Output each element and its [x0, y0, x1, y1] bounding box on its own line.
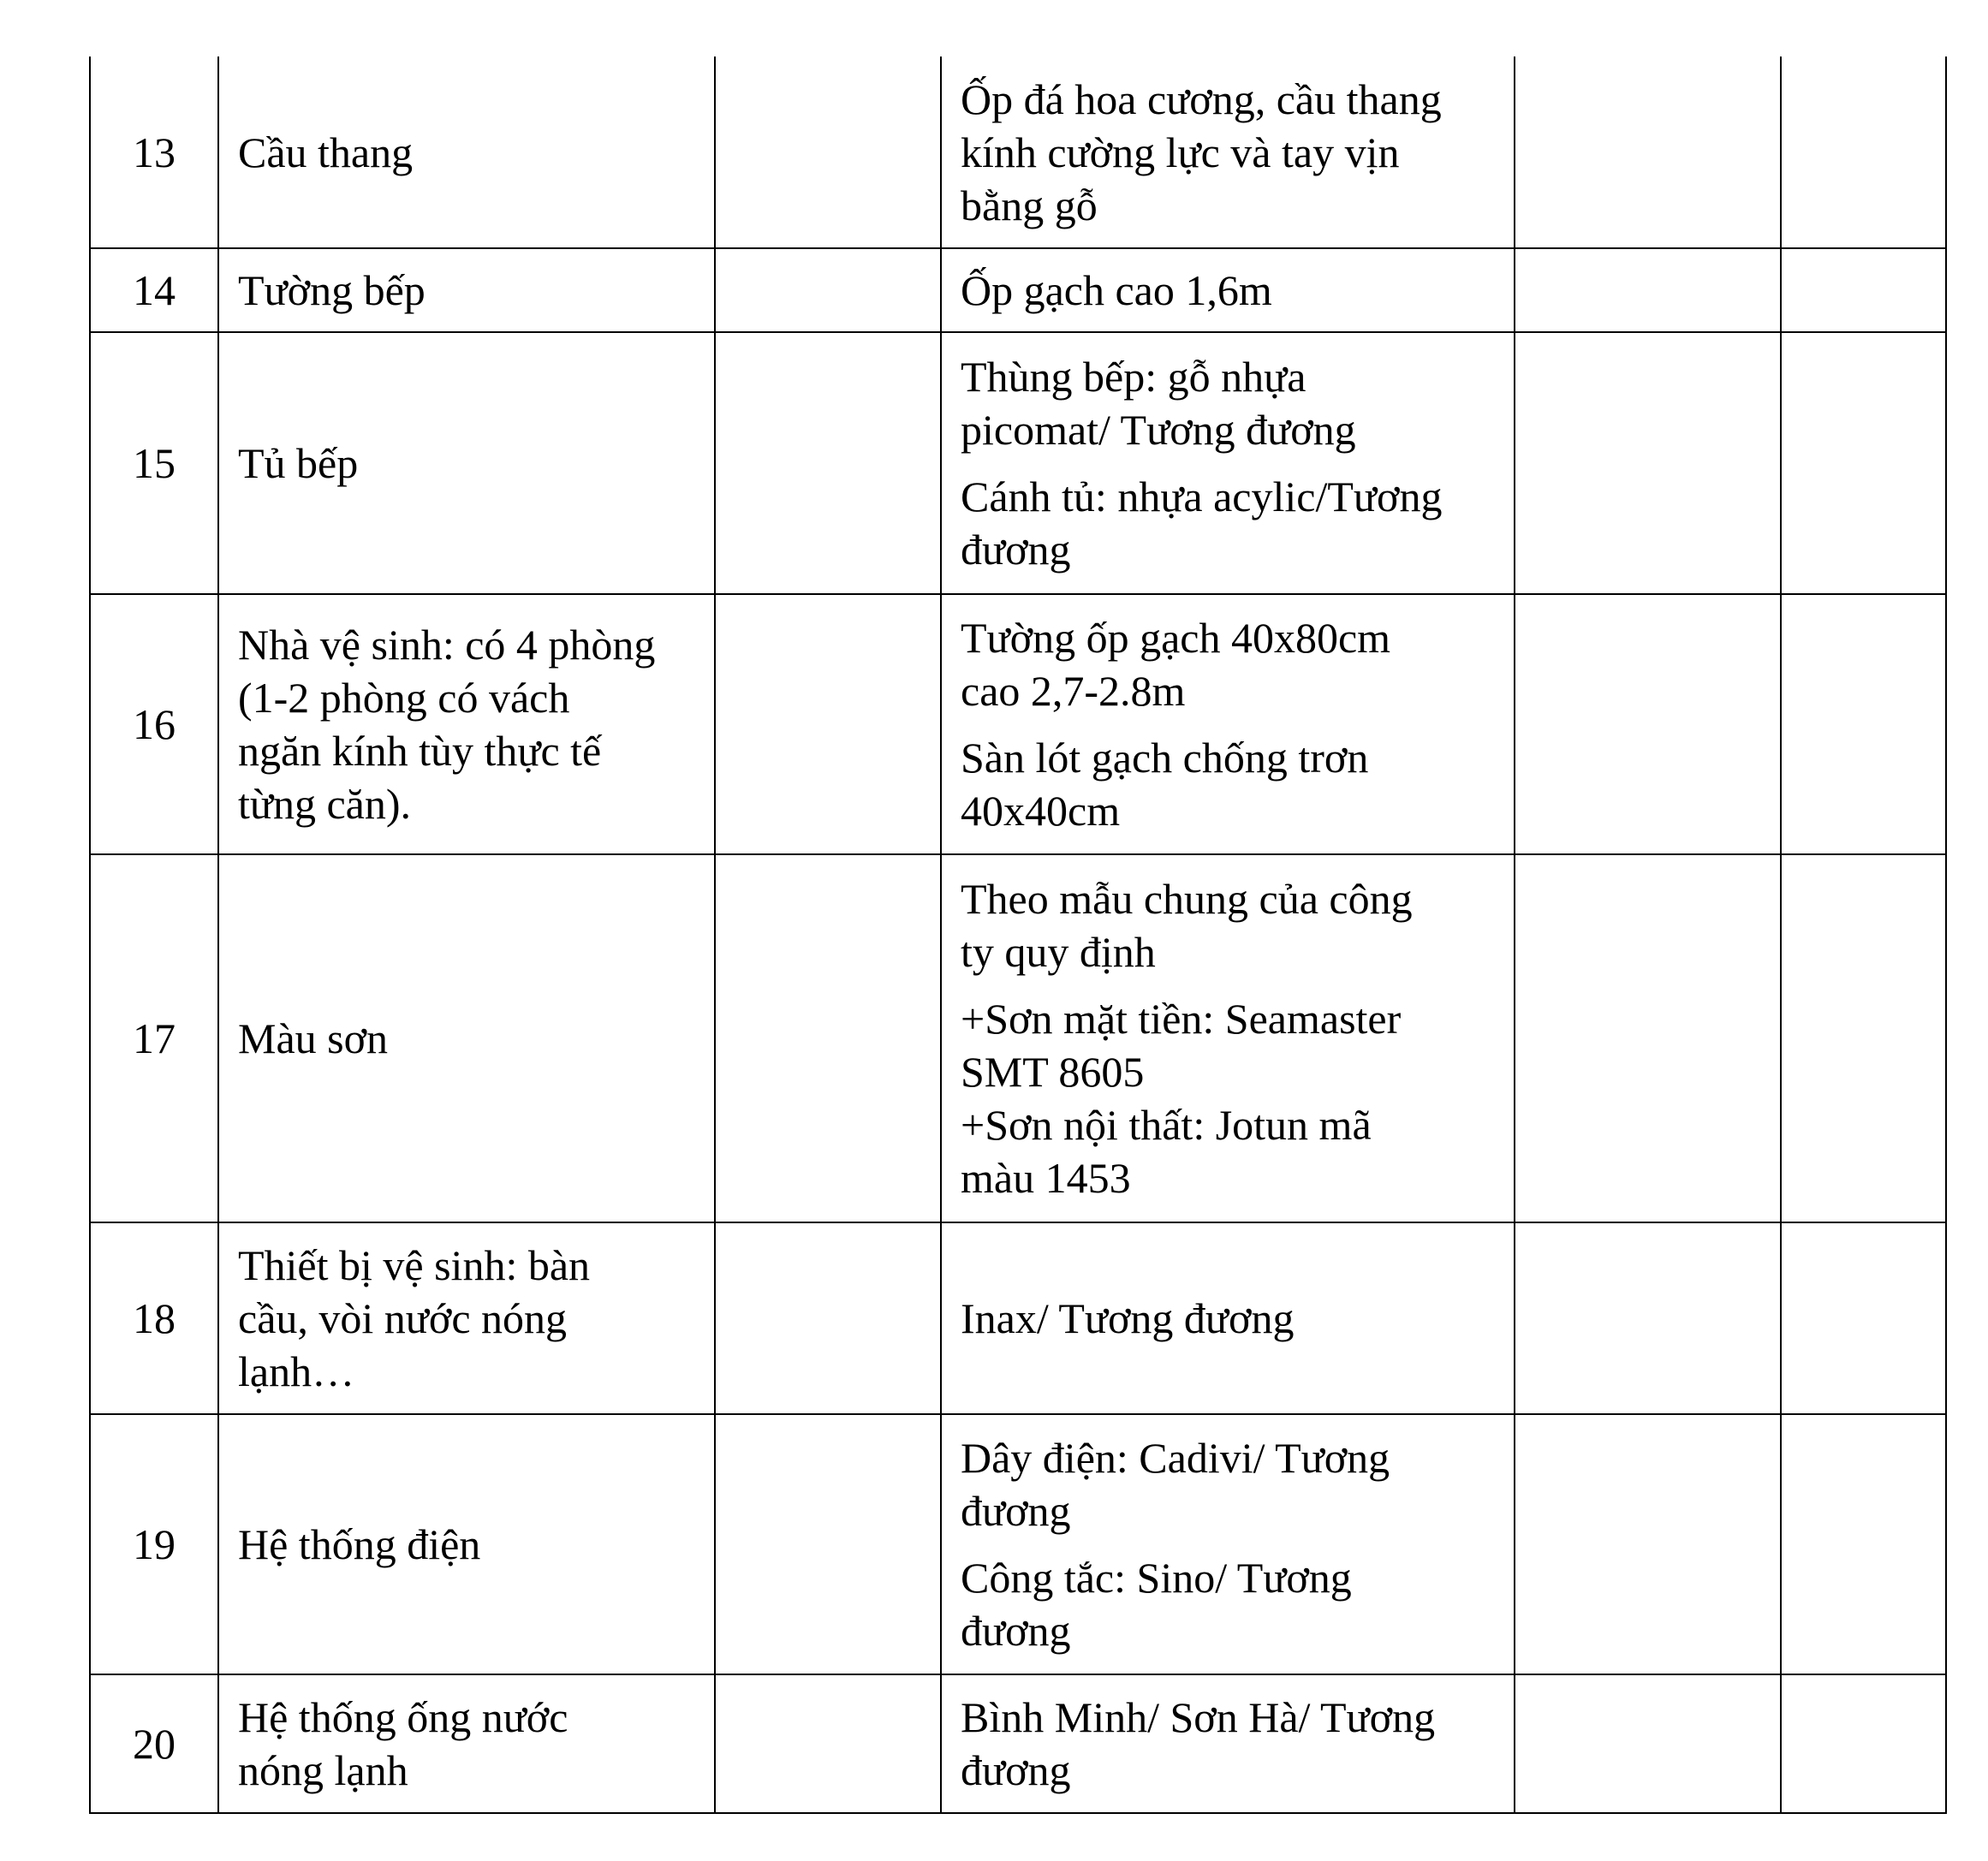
- row-number-cell: [90, 854, 218, 1222]
- spec-cell: [941, 594, 1515, 854]
- row-number: 17: [133, 1014, 176, 1062]
- row-number: 19: [133, 1520, 176, 1568]
- spec-text-line: Inax/ Tương đương: [961, 1294, 1295, 1342]
- empty-cell: [1781, 332, 1946, 594]
- item-text-line: Thiết bị vệ sinh: bàn: [238, 1241, 591, 1289]
- row-number: 14: [133, 266, 176, 314]
- spec-text-line: đương: [961, 1746, 1071, 1794]
- row-number: 13: [133, 128, 176, 176]
- spec-text-line: Sàn lót gạch chống trơn: [961, 734, 1369, 782]
- empty-cell: [715, 1222, 941, 1414]
- item-text-line: ngăn kính tùy thực tế: [238, 727, 602, 775]
- table-body: [90, 56, 1946, 1813]
- item-text-line: Nhà vệ sinh: có 4 phòng: [238, 621, 656, 669]
- empty-cell: [1781, 1674, 1946, 1813]
- spec-text-line: bằng gỗ: [961, 181, 1098, 229]
- spec-text-line: Tường ốp gạch 40x80cm: [961, 614, 1391, 662]
- empty-cell: [1515, 56, 1781, 248]
- empty-cell: [715, 594, 941, 854]
- empty-cell: [715, 1414, 941, 1674]
- spec-text-line: đương: [961, 526, 1071, 574]
- empty-cell: [715, 1674, 941, 1813]
- spec-text-line: Dây điện: Cadivi/ Tương: [961, 1434, 1390, 1482]
- row-number: 18: [133, 1294, 176, 1342]
- table-row: [90, 594, 1946, 854]
- spec-text-line: kính cường lực và tay vịn: [961, 128, 1400, 176]
- empty-cell: [1515, 594, 1781, 854]
- spec-paragraph: [961, 73, 1498, 232]
- row-number: 20: [133, 1720, 176, 1768]
- empty-cell: [1515, 1674, 1781, 1813]
- spec-text-line: đương: [961, 1607, 1071, 1655]
- spec-cell: [941, 1222, 1515, 1414]
- empty-cell: [715, 854, 941, 1222]
- table-row: [90, 56, 1946, 248]
- item-cell: [218, 56, 715, 248]
- item-text-line: cầu, vòi nước nóng: [238, 1294, 568, 1342]
- spec-paragraph: [961, 470, 1498, 576]
- row-number-cell: [90, 248, 218, 332]
- spec-cell: [941, 1414, 1515, 1674]
- spec-paragraph: [961, 611, 1498, 717]
- spec-paragraph: [961, 1691, 1498, 1797]
- empty-cell: [1781, 1222, 1946, 1414]
- empty-cell: [1515, 854, 1781, 1222]
- item-cell: [218, 248, 715, 332]
- empty-cell: [715, 332, 941, 594]
- item-text-line: Tủ bếp: [238, 439, 359, 487]
- row-number-cell: [90, 332, 218, 594]
- item-text-line: từng căn).: [238, 780, 412, 828]
- empty-cell: [715, 248, 941, 332]
- spec-text-line: 40x40cm: [961, 787, 1121, 835]
- spec-text-line: đương: [961, 1487, 1071, 1535]
- spec-text-line: +Sơn nội thất: Jotun mã: [961, 1101, 1372, 1149]
- spec-text-line: Theo mẫu chung của công: [961, 875, 1413, 923]
- item-text-line: lạnh…: [238, 1347, 355, 1395]
- table-row: [90, 854, 1946, 1222]
- spec-paragraph: [961, 1292, 1498, 1345]
- spec-text-line: Ốp đá hoa cương, cầu thang: [961, 74, 1442, 123]
- empty-cell: [715, 56, 941, 248]
- spec-paragraph: [961, 1551, 1498, 1657]
- item-text-line: Hệ thống ống nước: [238, 1693, 568, 1741]
- item-text-line: nóng lạnh: [238, 1746, 408, 1794]
- item-cell: [218, 332, 715, 594]
- spec-paragraph: [961, 731, 1498, 837]
- spec-text-line: Công tắc: Sino/ Tương: [961, 1554, 1352, 1602]
- empty-cell: [1781, 854, 1946, 1222]
- spec-table: [89, 56, 1947, 1814]
- empty-cell: [1515, 248, 1781, 332]
- empty-cell: [1515, 1222, 1781, 1414]
- table-row: [90, 1222, 1946, 1414]
- spec-text-line: cao 2,7-2.8m: [961, 667, 1186, 715]
- row-number: 15: [133, 439, 176, 487]
- spec-text-line: ty quy định: [961, 928, 1156, 976]
- row-number-cell: [90, 594, 218, 854]
- empty-cell: [1781, 594, 1946, 854]
- table-row: [90, 1674, 1946, 1813]
- item-text-line: Tường bếp: [238, 266, 426, 314]
- row-number: 16: [133, 700, 176, 748]
- item-cell: [218, 1222, 715, 1414]
- spec-cell: [941, 248, 1515, 332]
- spec-text-line: màu 1453: [961, 1154, 1131, 1202]
- item-cell: [218, 594, 715, 854]
- spec-paragraph: [961, 872, 1498, 978]
- empty-cell: [1781, 56, 1946, 248]
- item-text-line: (1-2 phòng có vách: [238, 674, 570, 722]
- spec-text-line: picomat/ Tương đương: [961, 406, 1356, 454]
- row-number-cell: [90, 56, 218, 248]
- item-text-line: Cầu thang: [238, 128, 414, 176]
- row-number-cell: [90, 1414, 218, 1674]
- spec-paragraph: [961, 992, 1498, 1204]
- item-text-line: Màu sơn: [238, 1014, 389, 1062]
- spec-cell: [941, 56, 1515, 248]
- spec-paragraph: [961, 264, 1498, 317]
- empty-cell: [1515, 332, 1781, 594]
- table-row: [90, 1414, 1946, 1674]
- spec-cell: [941, 854, 1515, 1222]
- spec-paragraph: [961, 1431, 1498, 1537]
- row-number-cell: [90, 1674, 218, 1813]
- spec-text-line: Ốp gạch cao 1,6m: [961, 266, 1272, 314]
- empty-cell: [1781, 1414, 1946, 1674]
- spec-cell: [941, 1674, 1515, 1813]
- item-cell: [218, 1674, 715, 1813]
- table-row: [90, 332, 1946, 594]
- spec-cell: [941, 332, 1515, 594]
- spec-paragraph: [961, 350, 1498, 456]
- empty-cell: [1515, 1414, 1781, 1674]
- spec-text-line: Cánh tủ: nhựa acylic/Tương: [961, 473, 1443, 520]
- spec-text-line: +Sơn mặt tiền: Seamaster: [961, 995, 1402, 1043]
- item-text-line: Hệ thống điện: [238, 1520, 481, 1568]
- spec-text-line: Thùng bếp: gỗ nhựa: [961, 353, 1306, 401]
- table-row: [90, 248, 1946, 332]
- row-number-cell: [90, 1222, 218, 1414]
- spec-text-line: Bình Minh/ Sơn Hà/ Tương: [961, 1693, 1436, 1741]
- item-cell: [218, 1414, 715, 1674]
- item-cell: [218, 854, 715, 1222]
- spec-text-line: SMT 8605: [961, 1048, 1145, 1096]
- empty-cell: [1781, 248, 1946, 332]
